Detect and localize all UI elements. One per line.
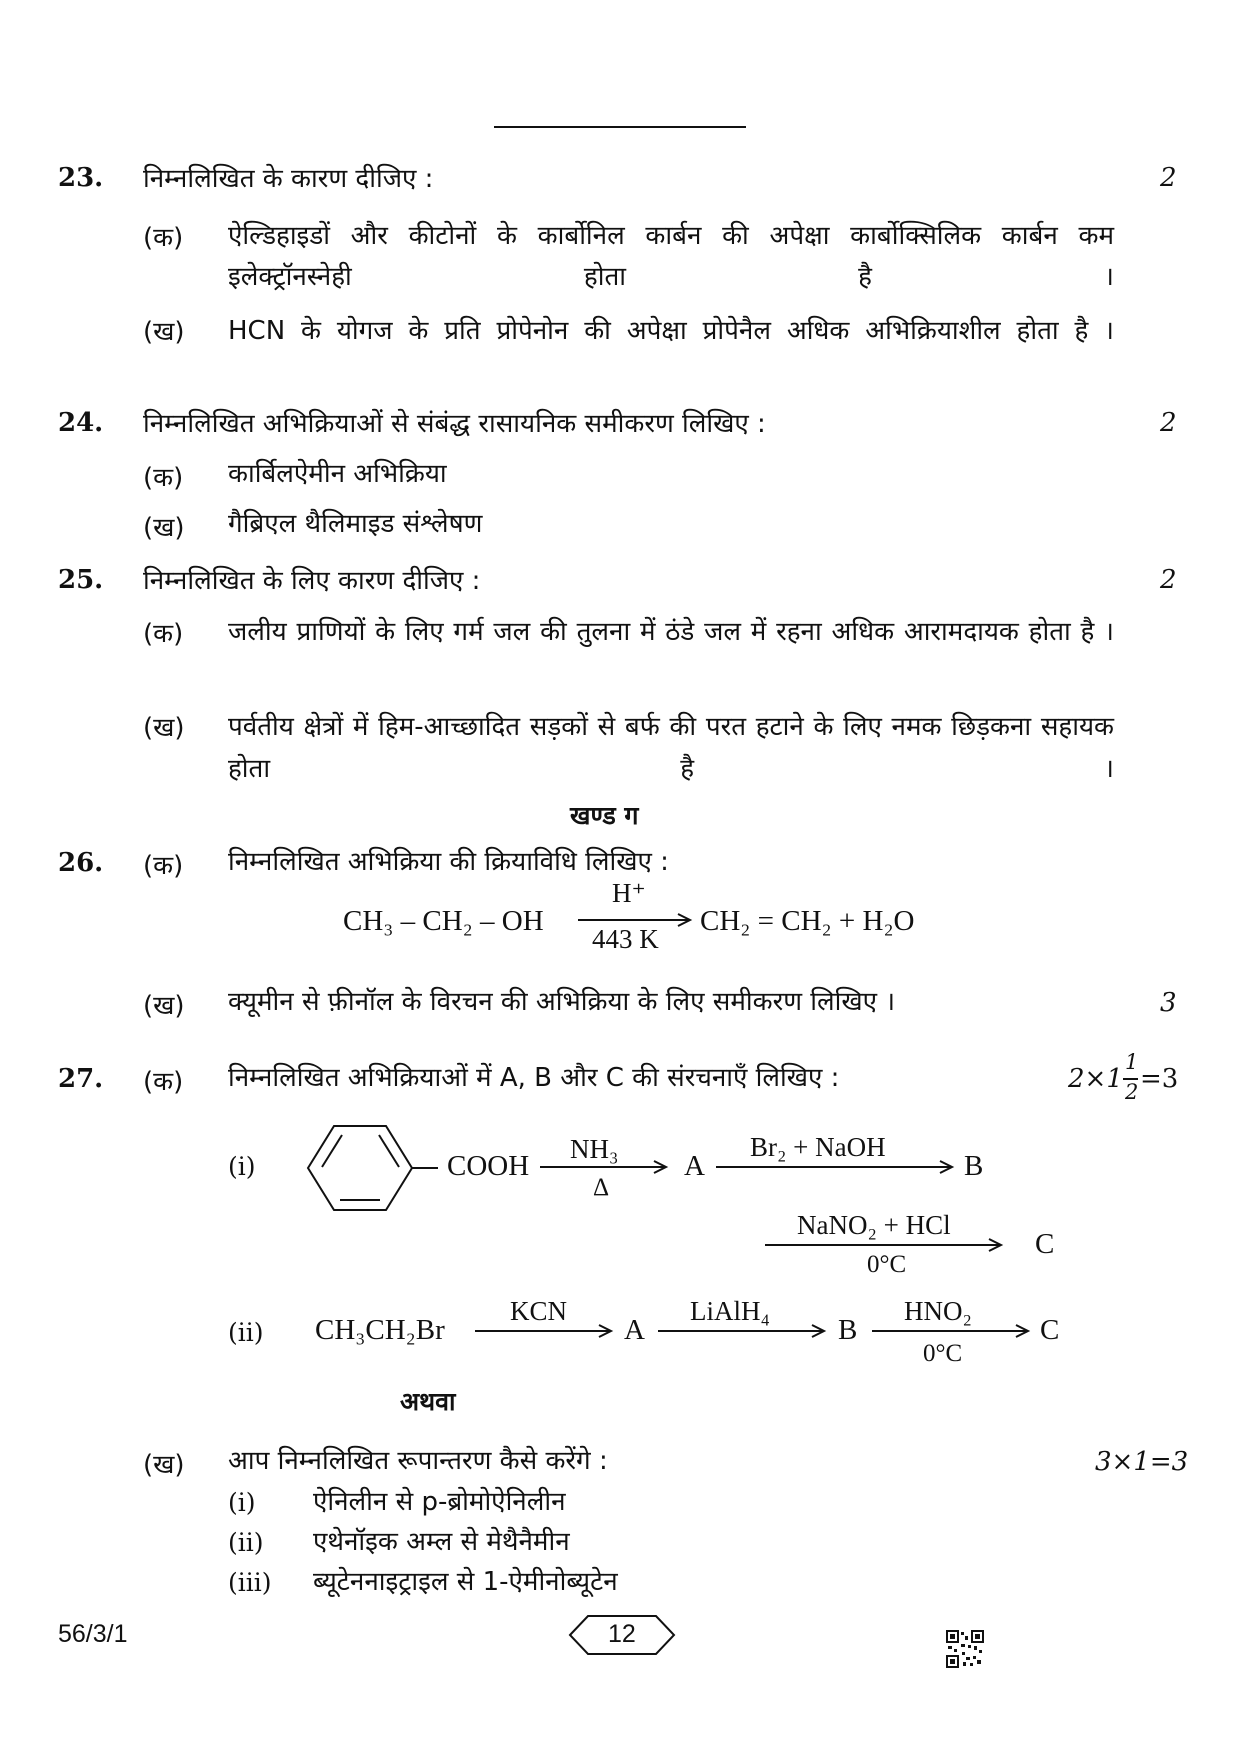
q23-marks: 2	[1160, 163, 1177, 193]
q27-i-r1-above: NH₃	[570, 1134, 619, 1164]
q27-i-arrow-2	[716, 1157, 956, 1177]
q27-i-A: A	[684, 1150, 705, 1182]
q25-b-text: पर्वतीय क्षेत्रों में हिम-आच्छादित सड़कों से बर्फ की परत हटाने के लिए नमक छिड़कना सहायक होता है ।	[228, 712, 1114, 784]
q27-b-item-1-text: ऐनिलीन से p-ब्रोमोऐनिलीन	[313, 1487, 566, 1517]
top-rule	[494, 126, 746, 128]
q27-b-item-2-text: एथेनॉइक अम्ल से मेथैनैमीन	[313, 1527, 570, 1557]
q27-ii-B: B	[838, 1314, 858, 1346]
q23-b-label: (ख)	[143, 317, 185, 347]
q27-ii-C: C	[1040, 1314, 1060, 1346]
q27-marks-a-whole: 2×1	[1068, 1064, 1123, 1094]
q27-b-item-2-label: (ii)	[228, 1528, 264, 1557]
q27-a-label: (क)	[143, 1067, 184, 1097]
q27-number: 27.	[58, 1064, 104, 1094]
q27-marks-a-end: =3	[1140, 1064, 1179, 1094]
q25-a-label: (क)	[143, 619, 184, 649]
q27-i-B: B	[964, 1150, 984, 1182]
q27-b-text: आप निम्नलिखित रूपान्तरण कैसे करेंगे :	[228, 1446, 608, 1476]
q26-eq-below: 443 K	[592, 924, 659, 954]
q27-marks-a	[1068, 1050, 1188, 1110]
q27-ii-arrow-3	[872, 1321, 1032, 1341]
q26-b-text: क्यूमीन से फ़ीनॉल के विरचन की अभिक्रिया के लिए समीकरण लिखिए ।	[228, 987, 896, 1017]
q24-b-label: (ख)	[143, 513, 185, 543]
q27-ii-arrow-2	[658, 1321, 828, 1341]
qr-code-icon	[946, 1630, 984, 1668]
benzene-ring-icon	[300, 1118, 440, 1218]
q27-i-label: (i)	[228, 1152, 256, 1181]
q27-i-cooh: COOH	[447, 1150, 530, 1182]
q26-marks: 3	[1160, 988, 1177, 1018]
q27-ii-r2-above: LiAlH₄	[690, 1296, 770, 1326]
q27-marks-b: 3×1=3	[1095, 1447, 1189, 1477]
q26-number: 26.	[58, 848, 104, 878]
q26-a-text: निम्नलिखित अभिक्रिया की क्रियाविधि लिखिए :	[228, 847, 669, 877]
q25-a-text: जलीय प्राणियों के लिए गर्म जल की तुलना में ठंडे जल में रहना अधिक आरामदायक होता है ।	[228, 617, 1114, 647]
paper-code: 56/3/1	[58, 1620, 128, 1648]
q23-b-text: HCN के योगज के प्रति प्रोपेनोन की अपेक्षा प्रोपेनैल अधिक अभिक्रियाशील होता है ।	[228, 316, 1114, 346]
q25-number: 25.	[58, 565, 104, 595]
q23-a-text: ऐल्डिहाइडों और कीटोनों के कार्बोनिल कार्बन की अपेक्षा कार्बोक्सिलिक कार्बन कम इलेक्ट्रॉनस्नेही होता है ।	[228, 221, 1114, 292]
q27-ii-start: CH₃CH₂Br	[315, 1314, 445, 1346]
q24-b-text: गैब्रिएल थैलिमाइड संश्लेषण	[228, 509, 483, 539]
q23-number: 23.	[58, 163, 104, 193]
q26-b-label: (ख)	[143, 991, 185, 1021]
q27-ii-arrow-1	[475, 1321, 615, 1341]
q26-eq-right: CH₂ = CH₂ + H₂O	[700, 905, 915, 937]
q27-ii-r1-above: KCN	[510, 1296, 568, 1326]
q25-marks: 2	[1160, 565, 1177, 595]
q23-a-label: (क)	[143, 223, 184, 253]
q27-i-r3-below: 0°C	[867, 1251, 907, 1278]
q26-eq-left: CH₃ – CH₂ – OH	[343, 905, 544, 937]
q27-i-r1-below: Δ	[593, 1174, 610, 1201]
q27-i-r3-above: NaNO₂ + HCl	[797, 1210, 951, 1240]
q27-i-C: C	[1035, 1228, 1055, 1260]
q27-a-text: निम्नलिखित अभिक्रियाओं में A, B और C की संरचनाएँ लिखिए :	[228, 1063, 840, 1093]
q25-b-label: (ख)	[143, 713, 185, 743]
q27-marks-a-den: 2	[1125, 1080, 1139, 1104]
q23-text: निम्नलिखित के कारण दीजिए :	[143, 164, 434, 194]
q27-ii-label: (ii)	[228, 1318, 264, 1347]
q25-text: निम्नलिखित के लिए कारण दीजिए :	[143, 566, 481, 596]
q24-number: 24.	[58, 408, 104, 438]
q27-i-r2-above: Br₂ + NaOH	[750, 1132, 886, 1162]
q27-b-item-3-label: (iii)	[228, 1568, 272, 1597]
q27-b-item-1-label: (i)	[228, 1488, 256, 1517]
q27-b-item-3-text: ब्यूटेननाइट्राइल से 1-ऐमीनोब्यूटेन	[313, 1567, 618, 1597]
q27-marks-a-num: 1	[1125, 1050, 1139, 1074]
q24-text: निम्नलिखित अभिक्रियाओं से संबंद्ध रासायनिक समीकरण लिखिए :	[143, 409, 766, 439]
q24-marks: 2	[1160, 408, 1177, 438]
q26-a-label: (क)	[143, 851, 184, 881]
q27-ii-r3-below: 0°C	[923, 1340, 963, 1367]
q27-ii-A: A	[624, 1314, 645, 1346]
q24-a-text: कार्बिलऐमीन अभिक्रिया	[228, 459, 447, 489]
section-heading: खण्ड ग	[570, 801, 639, 830]
q27-b-label: (ख)	[143, 1450, 185, 1480]
or-heading: अथवा	[400, 1387, 456, 1416]
q26-eq-above: H⁺	[612, 878, 646, 908]
page-number: 12	[608, 1620, 636, 1648]
q27-ii-r3-above: HNO₂	[904, 1296, 972, 1326]
q24-a-label: (क)	[143, 463, 184, 493]
